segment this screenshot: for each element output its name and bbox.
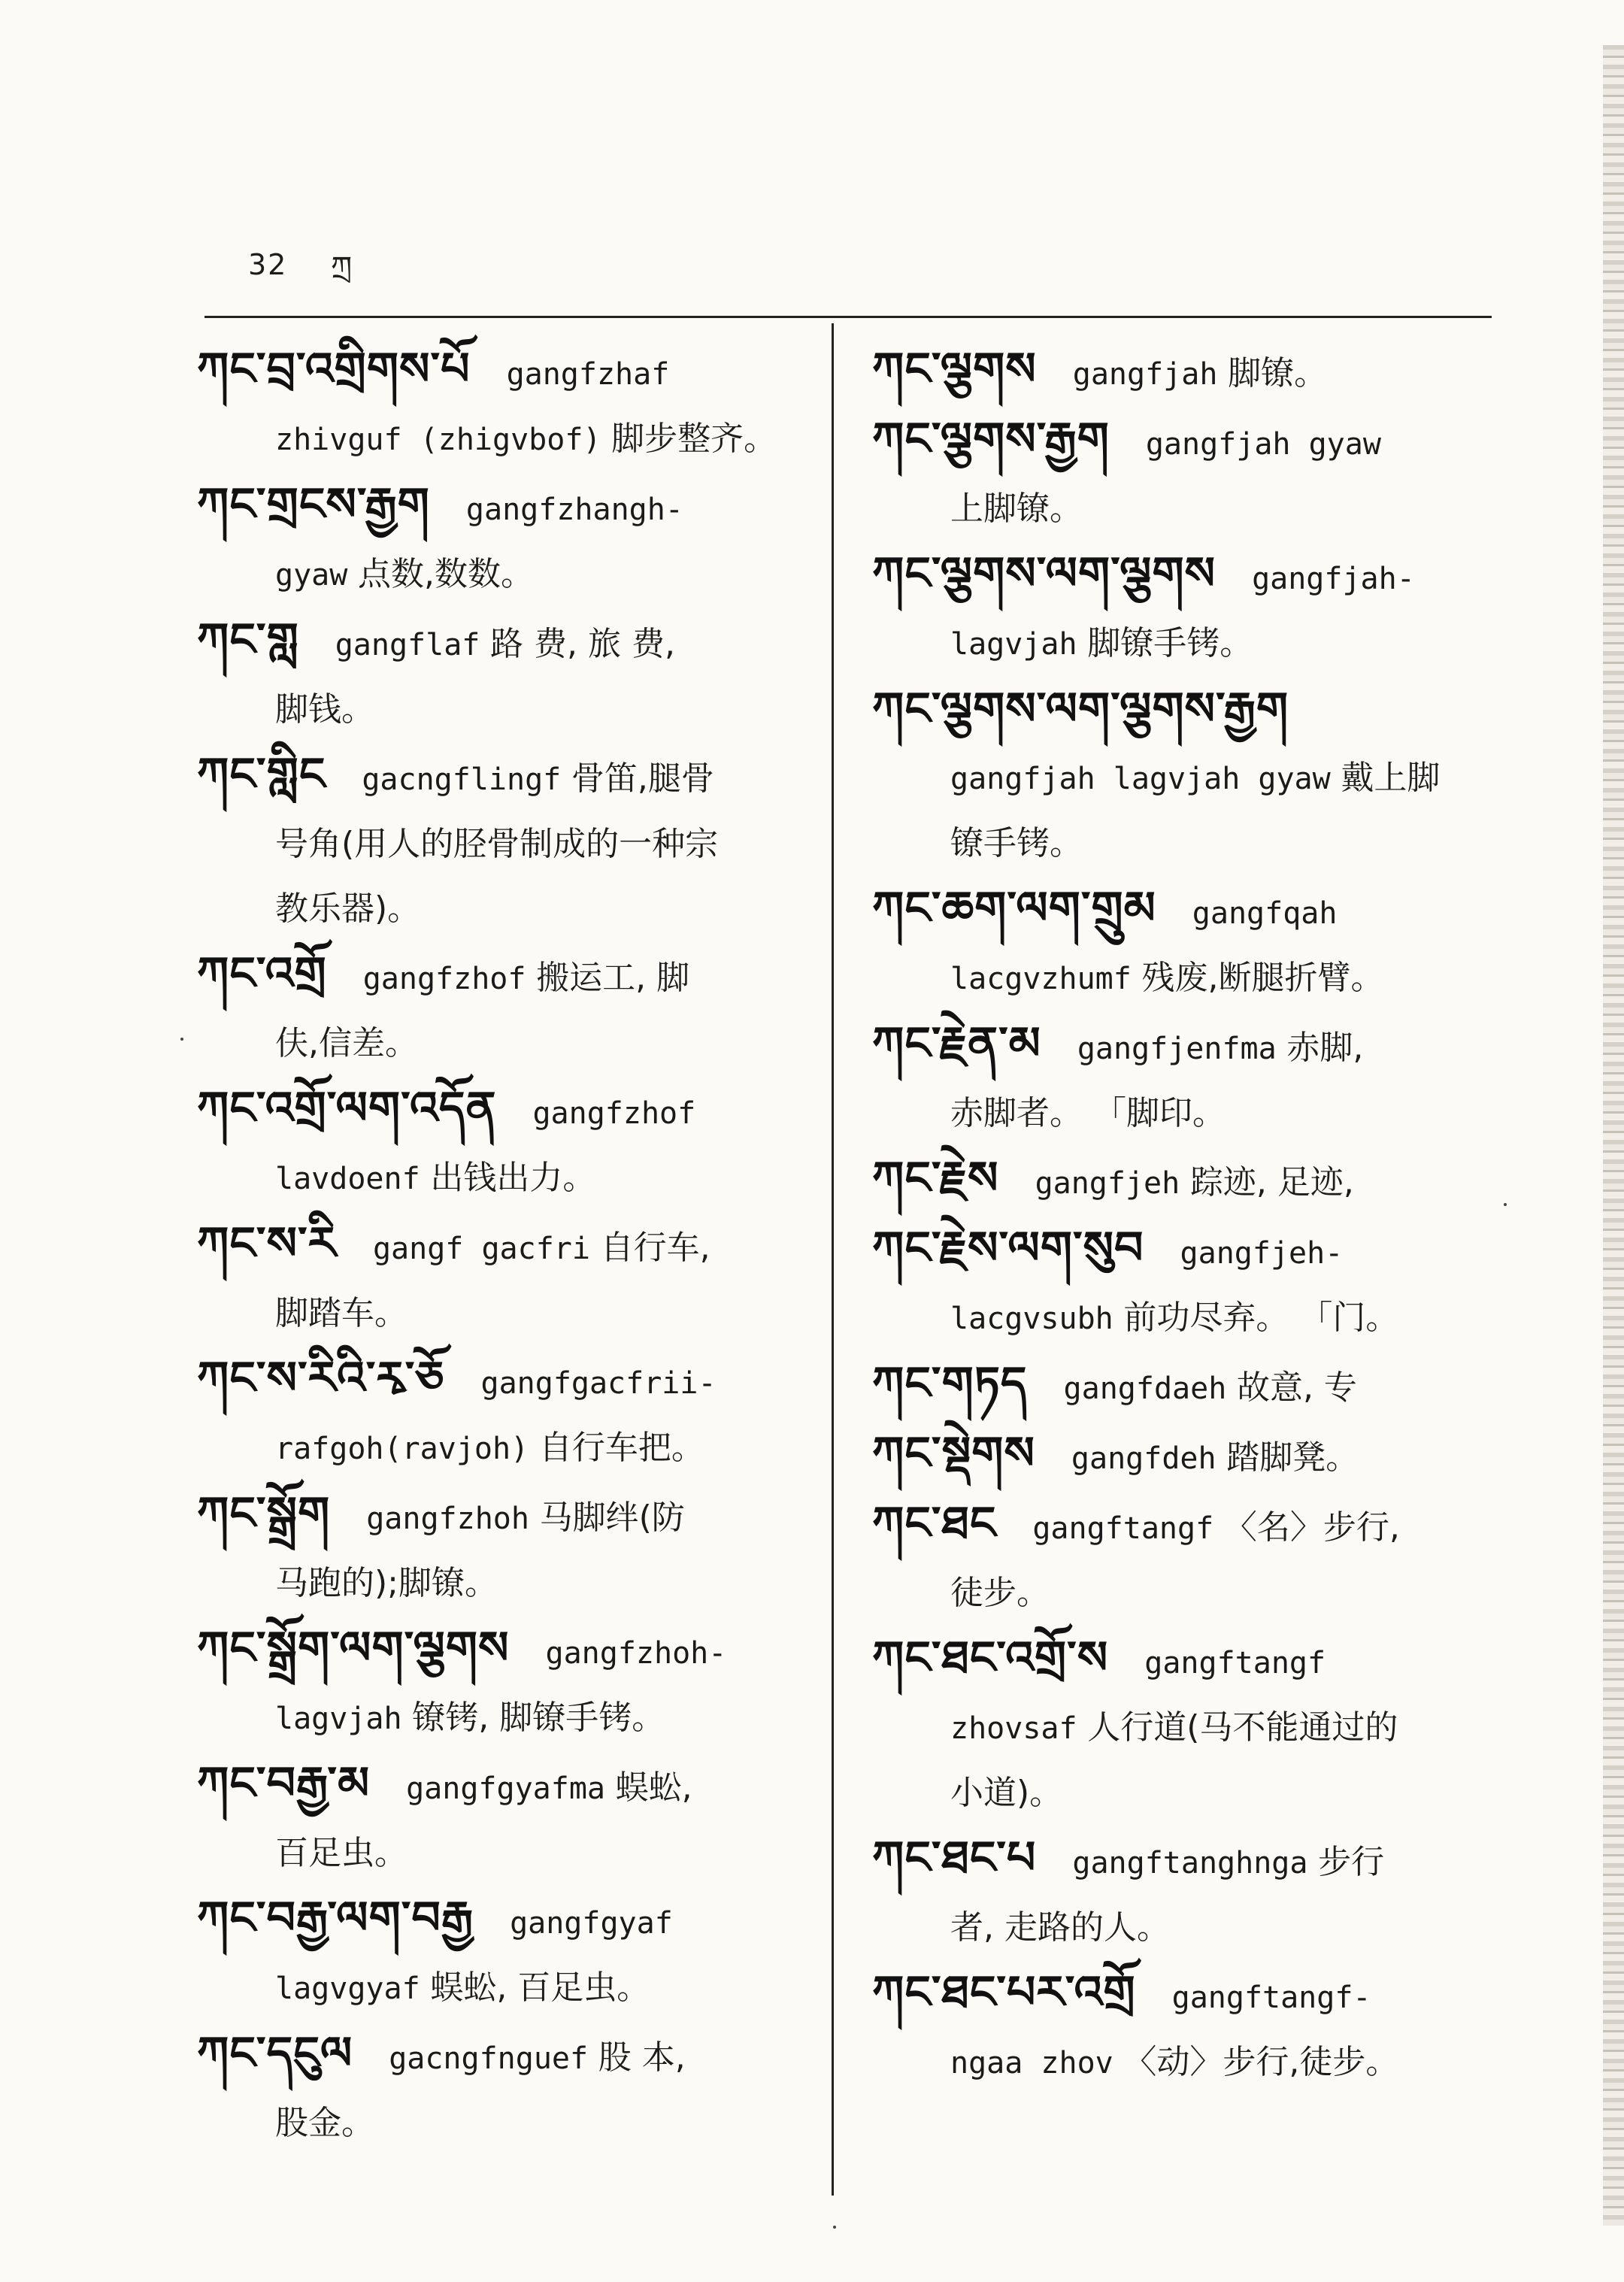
chinese-definition: 脚踏车。: [275, 1294, 408, 1332]
entry-line: [197, 2021, 820, 2091]
romanized-pronunciation: lacgvzhumf: [950, 962, 1132, 996]
entry-line: [197, 2091, 820, 2156]
romanized-pronunciation: gangfzhof: [532, 1096, 696, 1131]
romanized-pronunciation: gangfzhaf: [506, 357, 670, 392]
romanized-pronunciation: gangfqah: [1192, 896, 1338, 931]
entry-line: [872, 677, 1496, 746]
tibetan-headword: ཀང་ཐང་འགྲོ་ས: [872, 1632, 1109, 1684]
entry-line: [872, 2030, 1496, 2096]
chinese-definition: 伕,信差。: [275, 1024, 418, 1062]
entry-line: [872, 946, 1496, 1011]
entry-line: [197, 1076, 820, 1146]
dictionary-entry: [872, 1491, 1496, 1626]
entry-line: [872, 811, 1496, 876]
entry-line: [197, 1686, 820, 1751]
chinese-definition: 脚镣手铐。: [1087, 624, 1253, 662]
tibetan-headword: ཀང་གླིང: [197, 748, 326, 801]
dictionary-entry: [197, 1076, 820, 1211]
entry-line: [872, 1011, 1496, 1081]
romanized-pronunciation: gangflaf: [335, 628, 480, 662]
romanized-pronunciation: gangfzhoh-: [545, 1636, 727, 1671]
tibetan-headword: ཀང་སྒྲོག་ལག་ལྕགས: [197, 1622, 510, 1674]
romanized-pronunciation: gacngflingf: [362, 762, 562, 797]
entry-line: [872, 1351, 1496, 1421]
tibetan-headword: ཀང་བརྒྱ་ལག་བརྒྱ: [197, 1892, 474, 1944]
running-headword: ཀྲ: [331, 250, 353, 285]
tibetan-headword: ཀང་གཏད: [872, 1357, 1028, 1410]
entry-line: [197, 1011, 820, 1076]
chinese-definition: 脚钱。: [275, 690, 374, 729]
chinese-definition: 故意, 专: [1236, 1368, 1357, 1407]
romanized-pronunciation: gangfzhof: [362, 962, 526, 996]
romanized-pronunciation: gangfzhangh-: [465, 492, 683, 527]
entry-line: [872, 1561, 1496, 1626]
scan-speck: [833, 2226, 836, 2229]
romanized-pronunciation: gangfdaeh: [1063, 1371, 1227, 1406]
romanized-pronunciation: zhovsaf: [950, 1711, 1077, 1746]
chinese-definition: 股 本,: [598, 2038, 686, 2077]
tibetan-headword: ཀང་ས་རིའི་རྭ་ཅོ: [197, 1352, 445, 1405]
romanized-pronunciation: gangfgacfrii-: [480, 1366, 717, 1401]
entry-line: [872, 1761, 1496, 1826]
entry-line: [197, 1956, 820, 2021]
chinese-definition: 骨笛,腿骨: [571, 759, 714, 798]
entry-line: [197, 1211, 820, 1281]
chinese-definition: 出钱出力。: [430, 1159, 596, 1197]
dictionary-entry: [872, 407, 1496, 541]
romanized-pronunciation: gangfjeh-: [1180, 1236, 1344, 1271]
chinese-definition: 镣手铐。: [950, 824, 1083, 862]
entry-line: [872, 1960, 1496, 2030]
entry-line: [872, 477, 1496, 541]
entry-line: [197, 1481, 820, 1551]
romanized-pronunciation: gangftangf: [1144, 1646, 1326, 1680]
entry-line: [872, 1216, 1496, 1286]
entry-line: [197, 1616, 820, 1686]
entry-line: [197, 542, 820, 608]
chinese-definition: 人行道(马不能通过的: [1087, 1708, 1398, 1747]
chinese-definition: 百足虫。: [275, 1834, 408, 1872]
tibetan-headword: ཀང་ལྕགས་ལག་ལྕགས་རྒྱག: [872, 683, 1289, 735]
entry-line: [872, 611, 1496, 677]
chinese-definition: 赤脚者。 「脚印。: [950, 1094, 1226, 1132]
romanized-pronunciation: gangftangf: [1032, 1511, 1214, 1546]
chinese-definition: 前功尽弃。 「门。: [1123, 1299, 1399, 1337]
right-column: [872, 337, 1496, 2096]
entry-line: [872, 1491, 1496, 1561]
romanized-pronunciation: gangftanghnga: [1072, 1846, 1308, 1880]
chinese-definition: 路 费, 旅 费,: [490, 625, 675, 663]
entry-line: [872, 1421, 1496, 1491]
tibetan-headword: ཀང་གྲངས་རྒྱག: [197, 478, 430, 531]
dictionary-entry: [197, 608, 820, 742]
chinese-definition: 脚镣。: [1228, 354, 1328, 392]
entry-line: [197, 608, 820, 677]
romanized-pronunciation: gyaw: [275, 558, 348, 592]
romanized-pronunciation: gangf gacfri: [372, 1232, 590, 1266]
dictionary-entry: [197, 2021, 820, 2156]
romanized-pronunciation: gangfjah lagvjah gyaw: [950, 762, 1331, 796]
romanized-pronunciation: lavdoenf: [275, 1162, 420, 1196]
tibetan-headword: ཀང་བརྒྱ་མ: [197, 1757, 371, 1810]
tibetan-headword: ཀང་ལྕགས: [872, 343, 1037, 395]
dictionary-entry: [872, 337, 1496, 407]
chinese-definition: 赤脚,: [1286, 1029, 1364, 1067]
dictionary-entry: [872, 1421, 1496, 1491]
entry-line: [872, 1286, 1496, 1351]
romanized-pronunciation: lagvjah: [950, 627, 1077, 662]
entry-line: [197, 877, 820, 941]
dictionary-entry: [197, 1211, 820, 1346]
entry-line: [197, 1551, 820, 1616]
chinese-definition: 自行车把。: [538, 1429, 704, 1467]
entry-line: [197, 1346, 820, 1416]
entry-line: [197, 1416, 820, 1481]
tibetan-headword: ཀང་འགྲོ: [197, 947, 327, 1000]
romanized-pronunciation: gangfgyafma: [406, 1771, 605, 1806]
dictionary-entry: [197, 1886, 820, 2021]
chinese-definition: 马脚绊(防: [539, 1499, 685, 1537]
page-number: 32: [248, 248, 288, 281]
tibetan-headword: ཀང་རྗེས: [872, 1152, 999, 1205]
entry-line: [197, 1751, 820, 1821]
tibetan-headword: ཀང་ལྕགས་རྒྱག: [872, 413, 1110, 465]
dictionary-entry: [872, 1826, 1496, 1960]
romanized-pronunciation: gangfzhoh: [366, 1502, 529, 1536]
tibetan-headword: ཀང་སྒྲོག: [197, 1487, 331, 1540]
romanized-pronunciation: gangfjenfma: [1077, 1032, 1277, 1066]
romanized-pronunciation: gangfjah gyaw: [1145, 427, 1381, 462]
chinese-definition: 蜈蚣,: [615, 1768, 692, 1807]
entry-line: [872, 541, 1496, 611]
entry-line: [197, 677, 820, 742]
tibetan-headword: ཀང་འགྲོ་ལག་འདོན: [197, 1082, 497, 1135]
left-column: [197, 337, 820, 2156]
entry-line: [197, 337, 820, 407]
dictionary-entry: [872, 677, 1496, 876]
romanized-pronunciation: zhivguf (zhigvbof): [275, 423, 601, 457]
chinese-definition: 脚步整齐。: [611, 420, 777, 458]
entry-line: [872, 1146, 1496, 1216]
entry-line: [872, 1081, 1496, 1146]
dictionary-entry: [872, 1960, 1496, 2096]
dictionary-entry: [197, 472, 820, 608]
entry-line: [872, 876, 1496, 946]
romanized-pronunciation: lagvgyaf: [275, 1971, 420, 2006]
tibetan-headword: ཀང་སྡེགས: [872, 1427, 1035, 1480]
romanized-pronunciation: gangfjah-: [1252, 562, 1415, 596]
dictionary-entry: [872, 1146, 1496, 1216]
chinese-definition: 教乐器)。: [275, 889, 421, 928]
romanized-pronunciation: gangftangf-: [1171, 1980, 1371, 2015]
dictionary-entry: [872, 1626, 1496, 1826]
romanized-pronunciation: gangfjeh: [1035, 1166, 1180, 1201]
chinese-definition: 自行车,: [600, 1229, 710, 1267]
entry-line: [197, 742, 820, 812]
chinese-definition: 小道)。: [950, 1774, 1063, 1812]
tibetan-headword: ཀང་ཐང: [872, 1497, 997, 1550]
entry-line: [197, 1281, 820, 1346]
chinese-definition: 者, 走路的人。: [950, 1908, 1170, 1947]
dictionary-entry: [197, 742, 820, 941]
chinese-definition: 〈动〉步行,徒步。: [1123, 2043, 1399, 2081]
entry-line: [872, 1896, 1496, 1960]
dictionary-entry: [197, 1616, 820, 1751]
dictionary-entry: [872, 1351, 1496, 1421]
chinese-definition: 戴上脚: [1341, 759, 1441, 797]
chinese-definition: 搬运工, 脚: [536, 959, 690, 997]
chinese-definition: 号角(用人的胫骨制成的一种宗: [275, 825, 719, 863]
chinese-definition: 镣铐, 脚镣手铐。: [412, 1699, 665, 1737]
entry-line: [872, 746, 1496, 811]
scan-speck: [180, 1038, 183, 1041]
romanized-pronunciation: rafgoh(ravjoh): [275, 1432, 529, 1466]
column-divider: [832, 323, 834, 2196]
chinese-definition: 踏脚凳。: [1226, 1438, 1359, 1477]
tibetan-headword: ཀང་ལྕགས་ལག་ལྕགས: [872, 547, 1216, 600]
romanized-pronunciation: gangfdeh: [1071, 1441, 1216, 1476]
entry-line: [197, 1146, 820, 1211]
entry-line: [197, 812, 820, 877]
dictionary-entry: [872, 876, 1496, 1011]
page-header: [248, 248, 353, 285]
entry-line: [197, 1821, 820, 1886]
dictionary-entry: [872, 541, 1496, 677]
dictionary-entry: [197, 1346, 820, 1481]
tibetan-headword: ཀང་བྲ་འགྲིགས་པོ: [197, 343, 471, 395]
header-rule: [205, 316, 1492, 318]
chinese-definition: 徒步。: [950, 1574, 1050, 1612]
tibetan-headword: ཀང་ཆག་ལག་གྲུམ: [872, 882, 1156, 935]
chinese-definition: 〈名〉步行,: [1223, 1508, 1400, 1547]
dictionary-entry: [197, 1481, 820, 1616]
romanized-pronunciation: gangfgyaf: [510, 1906, 673, 1941]
romanized-pronunciation: gacngfnguef: [389, 2041, 589, 2076]
entry-line: [197, 407, 820, 472]
scan-speck: [1504, 1203, 1507, 1206]
entry-line: [197, 1886, 820, 1956]
entry-line: [872, 1626, 1496, 1696]
entry-line: [197, 941, 820, 1011]
romanized-pronunciation: gangfjah: [1072, 357, 1218, 392]
tibetan-headword: ཀང་རྗེས་ལག་སུབ: [872, 1222, 1144, 1274]
tibetan-headword: ཀང་ས་རི: [197, 1217, 337, 1270]
tibetan-headword: ཀང་གླ: [197, 614, 299, 666]
scanned-page-edge: [1603, 45, 1624, 2226]
chinese-definition: 步行: [1318, 1843, 1385, 1881]
romanized-pronunciation: lagvjah: [275, 1702, 402, 1736]
entry-line: [197, 472, 820, 542]
chinese-definition: 马跑的);脚镣。: [275, 1564, 498, 1602]
chinese-definition: 点数,数数。: [358, 555, 534, 593]
entry-line: [872, 1826, 1496, 1896]
chinese-definition: 踪迹, 足迹,: [1189, 1163, 1354, 1202]
tibetan-headword: ཀང་དངུལ: [197, 2027, 353, 2080]
dictionary-entry: [197, 941, 820, 1076]
chinese-definition: 残废,断腿折臂。: [1141, 959, 1384, 997]
chinese-definition: 蜈蚣, 百足虫。: [430, 1968, 650, 2007]
romanized-pronunciation: ngaa zhov: [950, 2046, 1113, 2080]
entry-line: [872, 1696, 1496, 1761]
romanized-pronunciation: lacgvsubh: [950, 1302, 1113, 1336]
chinese-definition: 上脚镣。: [950, 489, 1083, 528]
dictionary-entry: [872, 1216, 1496, 1351]
tibetan-headword: ཀང་ཐང་པར་འགྲོ: [872, 1966, 1136, 2019]
tibetan-headword: ཀང་རྗེན་མ: [872, 1017, 1041, 1070]
dictionary-entry: [197, 1751, 820, 1886]
dictionary-entry: [197, 337, 820, 472]
entry-line: [872, 337, 1496, 407]
chinese-definition: 股金。: [275, 2104, 374, 2142]
tibetan-headword: ཀང་ཐང་པ: [872, 1832, 1037, 1884]
dictionary-entry: [872, 1011, 1496, 1146]
entry-line: [872, 407, 1496, 477]
